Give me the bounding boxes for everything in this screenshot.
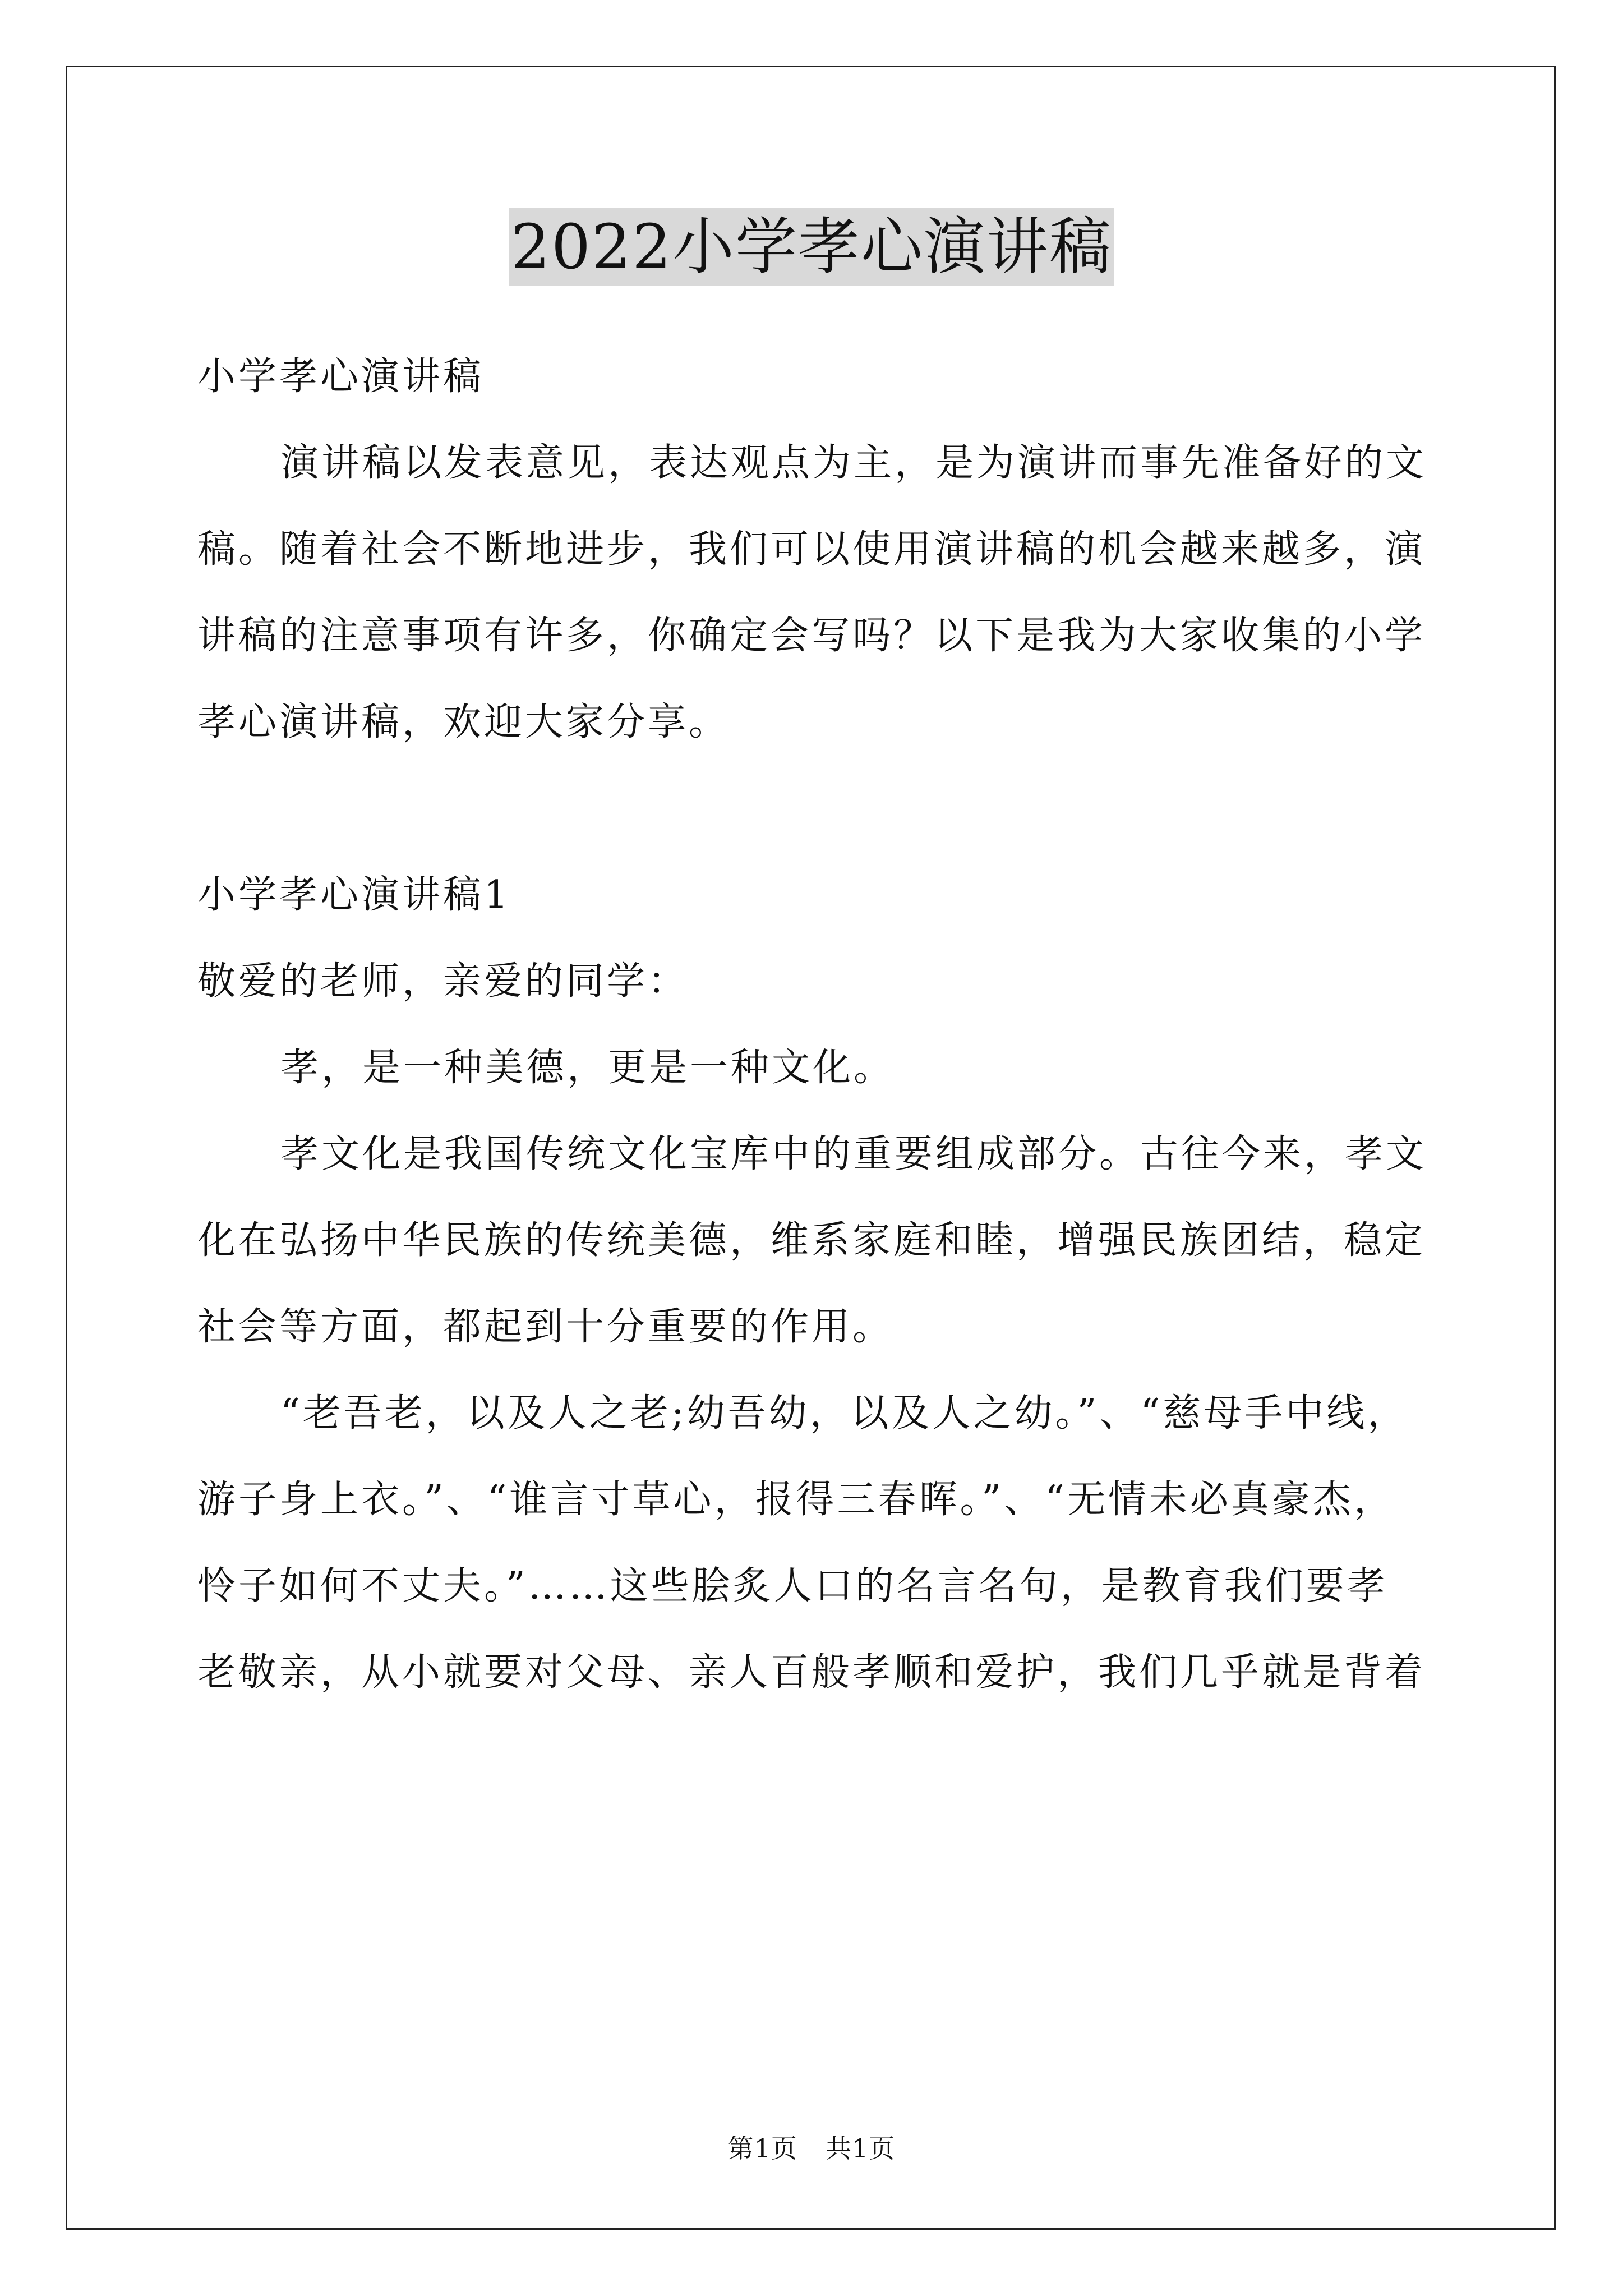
paragraph-line: 老敬亲，从小就要对父母、亲人百般孝顺和爱护，我们几乎就是背着 (197, 1650, 1426, 1695)
section-heading: 小学孝心演讲稿1 (197, 873, 511, 917)
page-total: 共1页 (826, 2133, 896, 2164)
page-number: 第1页 (727, 2133, 797, 2164)
paragraph-line: 社会等方面，都起到十分重要的作用。 (197, 1305, 894, 1349)
document-title: 2022小学孝心演讲稿 (509, 208, 1114, 286)
paragraph-line: 化在弘扬中华民族的传统美德，维系家庭和睦，增强民族团结，稳定 (197, 1218, 1426, 1263)
intro-line: 演讲稿以发表意见，表达观点为主，是为演讲而事先准备好的文 (280, 441, 1427, 485)
greeting: 敬爱的老师，亲爱的同学： (197, 959, 689, 1004)
paragraph-line: 怜子如何不丈夫。”……这些脍炙人口的名言名句，是教育我们要孝 (197, 1564, 1388, 1608)
subtitle: 小学孝心演讲稿 (197, 355, 485, 399)
paragraph-line: “老吾老，以及人之老;幼吾幼，以及人之幼。”、“慈母手中线， (280, 1391, 1409, 1435)
intro-line: 孝心演讲稿，欢迎大家分享。 (197, 700, 730, 744)
intro-line: 稿。随着社会不断地进步，我们可以使用演讲稿的机会越来越多，演 (197, 527, 1426, 572)
title-wrapper (0, 208, 1623, 286)
paragraph-line: 孝，是一种美德，更是一种文化。 (280, 1046, 895, 1090)
intro-line: 讲稿的注意事项有许多，你确定会写吗？以下是我为大家收集的小学 (197, 614, 1426, 658)
page-footer (0, 2132, 1623, 2165)
document-body (197, 348, 1442, 1730)
paragraph-line: 孝文化是我国传统文化宝库中的重要组成部分。古往今来，孝文 (280, 1132, 1427, 1176)
paragraph-line: 游子身上衣。”、“谁言寸草心，报得三春晖。”、“无情未必真豪杰， (197, 1478, 1395, 1522)
